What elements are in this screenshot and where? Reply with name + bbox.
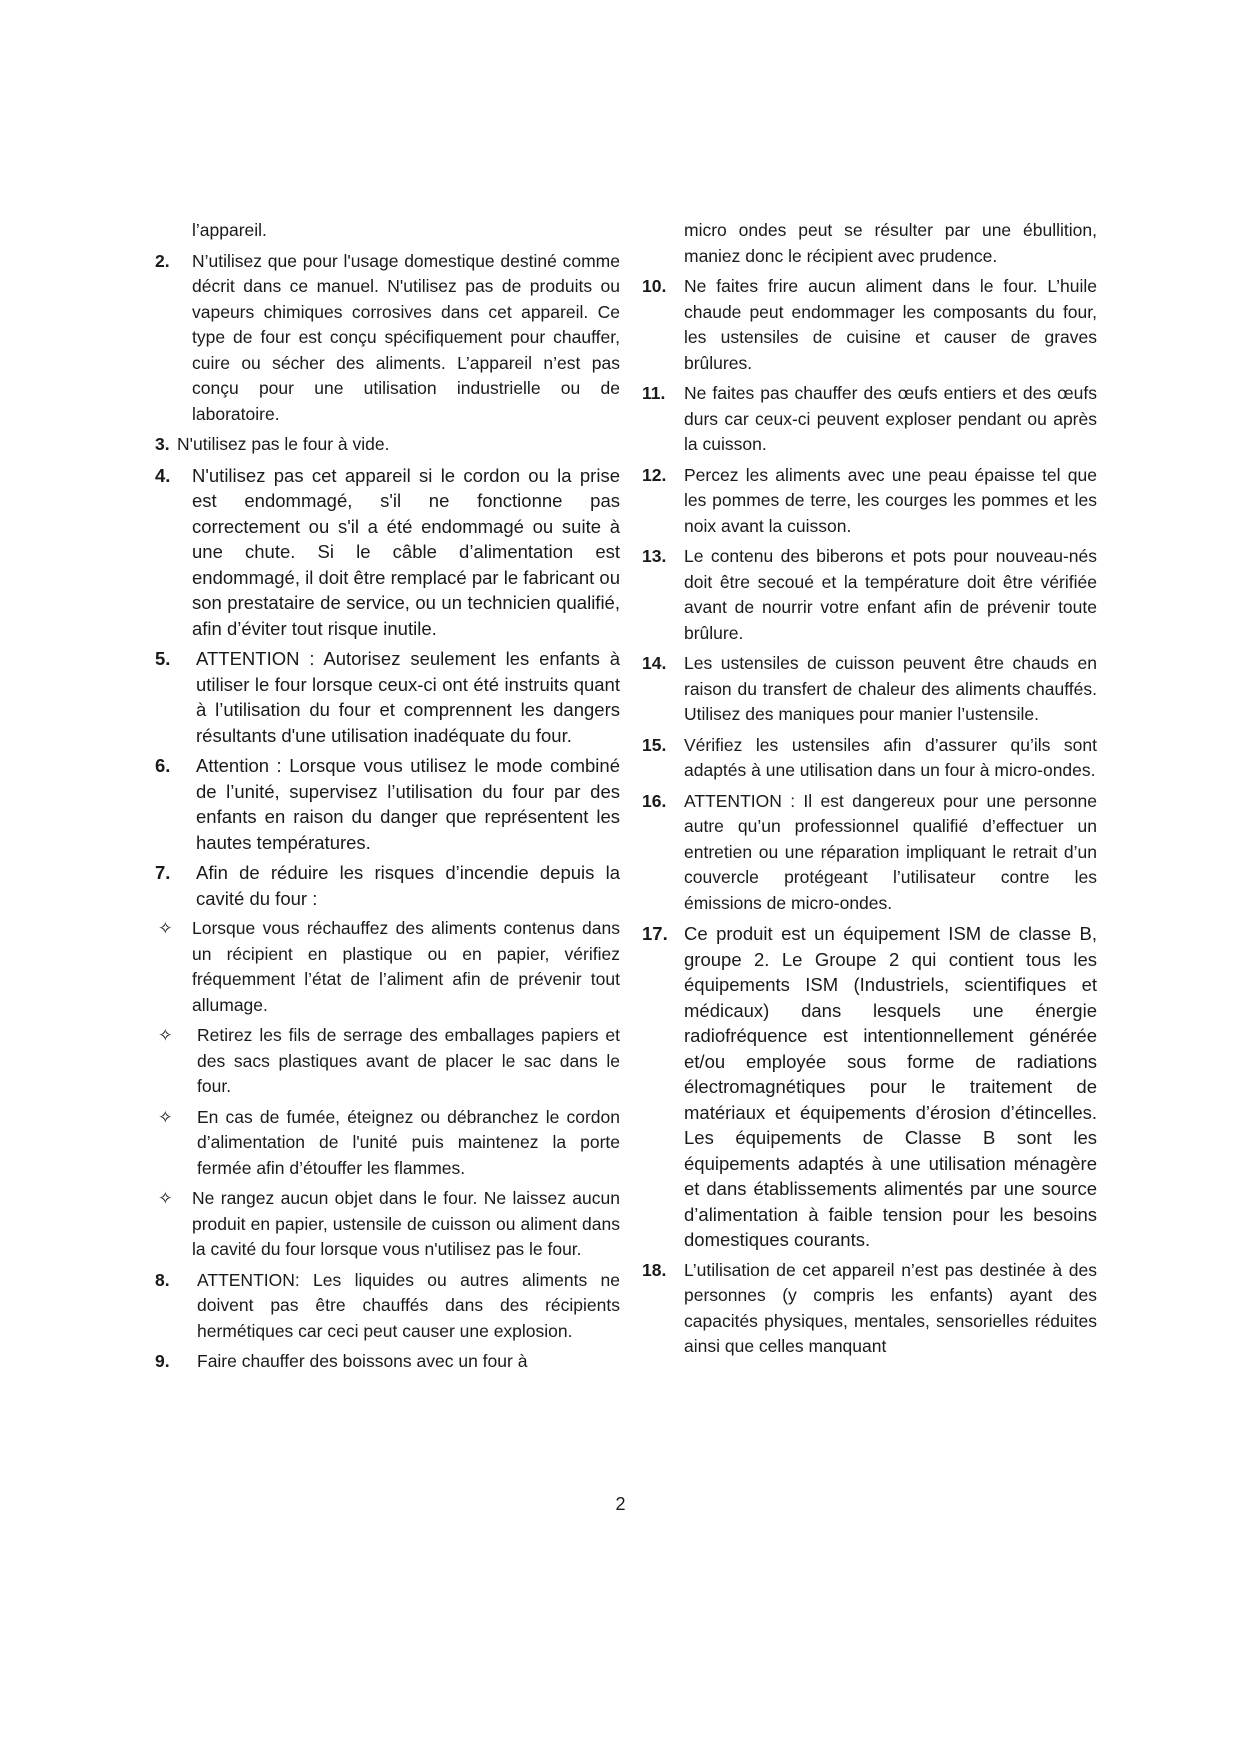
bullet-item-1: [155, 916, 620, 1018]
item-text: N'utilisez pas cet appareil si le cordon ou la prise est endommagé, s'il ne fonctionne pas correctement ou s'il a été endommagé ou suite à une chute. Si le câble d’alimentation est endommagé, il doit être remplacé par le fabricant ou son prestataire de service, ou un technicien qualifié, afin d’éviter tout risque inutile.: [192, 464, 620, 639]
item-text: ATTENTION : Autorisez seulement les enfants à utiliser le four lorsque ceux-ci ont été instruits quant à l’utilisation du four et comprennent les dangers résultants d'une utilisation inadéquate du four.: [196, 648, 620, 746]
item-number: 9.: [155, 1351, 170, 1371]
item-text: L’utilisation de cet appareil n’est pas destinée à des personnes (y compris les enfants) ayant des capacités physiques, mentales, sensorielles réduites ainsi que celles manquant: [684, 1259, 1097, 1356]
instruction-item-2: [155, 249, 620, 428]
instruction-item-18: [642, 1258, 1097, 1360]
item-text: Afin de réduire les risques d’incendie depuis la cavité du four :: [196, 862, 620, 909]
instruction-item-16: [642, 789, 1097, 917]
item-text: Faire chauffer des boissons avec un four à: [197, 1351, 528, 1371]
instruction-item-9: [155, 1349, 620, 1375]
instruction-item-14: [642, 651, 1097, 728]
item-text: Vérifiez les ustensiles afin d’assurer qu’ils sont adaptés à une utilisation dans un four à micro-ondes.: [684, 734, 1097, 780]
item-number: 14.: [642, 653, 667, 673]
item-number: 8.: [155, 1269, 170, 1290]
item-number: 18.: [642, 1259, 667, 1280]
page-number: 2: [615, 1494, 626, 1514]
item-text: Ce produit est un équipement ISM de classe B, groupe 2. Le Groupe 2 qui contient tous les équipements ISM (Industriels, scientifiques et médicaux) dans lesquels une énergie radiofréquence est intentionnellement générée et/ou employée sous forme de radiations électromagnétiques pour le traitement de matériaux et équipements d’érosion d’étincelles. Les équipements de Classe B sont les équipements adaptés à une utilisation ménagère et dans établissements alimentés par une source d’alimentation à faible tension pour les besoins domestiques courants.: [684, 923, 1097, 1250]
diamond-bullet-icon: ✧: [158, 1188, 173, 1208]
left-column: [155, 218, 620, 1375]
item-number: 10.: [642, 276, 667, 296]
item-text: N’utilisez que pour l'usage domestique destiné comme décrit dans ce manuel. N'utilisez pas de produits ou vapeurs chimiques corrosives dans cet appareil. Ce type de four est conçu spécifiquement pour chauffer, cuire ou sécher des aliments. L’appareil n’est pas conçu pour une utilisation industrielle ou de laboratoire.: [192, 250, 620, 424]
instruction-item-15: [642, 733, 1097, 784]
item-number: 3.: [155, 434, 170, 454]
bullet-text: En cas de fumée, éteignez ou débranchez le cordon d’alimentation de l'unité puis maintenez la porte fermée afin d’étouffer les flammes.: [197, 1106, 620, 1178]
bullet-text: Ne rangez aucun objet dans le four. Ne laissez aucun produit en papier, ustensile de cuisson ou aliment dans la cavité du four lorsque vous n'utilisez pas le four.: [192, 1188, 620, 1259]
item-number: 17.: [642, 923, 668, 944]
instruction-item-13: [642, 544, 1097, 646]
item-text: ATTENTION: Les liquides ou autres aliments ne doivent pas être chauffés dans des récipients hermétiques car ceci peut causer une explosion.: [197, 1269, 620, 1341]
bullet-text: Lorsque vous réchauffez des aliments contenus dans un récipient en plastique ou en papier, vérifiez fréquemment l’état de l’aliment afin de prévenir tout allumage.: [192, 918, 620, 1015]
item-number: 6.: [155, 755, 171, 776]
instruction-item-5: [155, 646, 620, 748]
diamond-bullet-icon: ✧: [158, 1106, 173, 1127]
diamond-bullet-icon: ✧: [158, 1025, 173, 1045]
item-number: 2.: [155, 250, 170, 271]
item-text: Attention : Lorsque vous utilisez le mode combiné de l’unité, supervisez l’utilisation du four par des enfants en raison du danger que représentent les hautes températures.: [196, 755, 620, 853]
continuation-text: [642, 218, 1097, 269]
continuation-text-body: micro ondes peut se résulter par une ébullition, maniez donc le récipient avec prudence.: [684, 220, 1097, 266]
instruction-item-7: [155, 860, 620, 911]
item-text: Le contenu des biberons et pots pour nouveau-nés doit être secoué et la température doit être vérifiée avant de nourrir votre enfant afin de prévenir toute brûlure.: [684, 546, 1097, 643]
item-text: Les ustensiles de cuisson peuvent être chauds en raison du transfert de chaleur des aliments chauffés. Utilisez des maniques pour manier l’ustensile.: [684, 653, 1097, 724]
item-text: Ne faites frire aucun aliment dans le four. L’huile chaude peut endommager les composants du four, les ustensiles de cuisine et causer de graves brûlures.: [684, 276, 1097, 373]
item-number: 12.: [642, 464, 667, 485]
right-column: [642, 218, 1097, 1360]
instruction-item-11: [642, 381, 1097, 458]
item-number: 11.: [642, 383, 666, 403]
item-number: 5.: [155, 648, 171, 669]
item-number: 7.: [155, 862, 171, 883]
bullet-item-4: [155, 1186, 620, 1263]
item-number: 15.: [642, 734, 667, 755]
bullet-item-3: [155, 1105, 620, 1182]
item-text: N'utilisez pas le four à vide.: [177, 434, 390, 454]
instruction-item-17: [642, 921, 1097, 1253]
instruction-item-12: [642, 463, 1097, 540]
bullet-item-2: [155, 1023, 620, 1100]
instruction-item-6: [155, 753, 620, 855]
item-text: Ne faites pas chauffer des œufs entiers et des œufs durs car ceux-ci peuvent exploser pendant ou après la cuisson.: [684, 383, 1097, 454]
continuation-text: [155, 218, 620, 244]
item-number: 4.: [155, 464, 171, 486]
diamond-bullet-icon: ✧: [158, 918, 173, 938]
bullet-text: Retirez les fils de serrage des emballages papiers et des sacs plastiques avant de placer le sac dans le four.: [197, 1025, 620, 1096]
instruction-item-10: [642, 274, 1097, 376]
instruction-item-4: [155, 463, 620, 642]
item-text: ATTENTION : Il est dangereux pour une personne autre qu’un professionnel qualifié d’effectuer un entretien ou une réparation impliquant le retrait d’un couvercle protégeant l’utilisateur contre les émissions de micro-ondes.: [684, 790, 1097, 913]
instruction-item-3: [155, 432, 620, 458]
continuation-text-body: l’appareil.: [192, 220, 267, 240]
instruction-item-8: [155, 1268, 620, 1345]
item-number: 13.: [642, 546, 667, 566]
item-number: 16.: [642, 790, 667, 811]
item-text: Percez les aliments avec une peau épaisse tel que les pommes de terre, les courges les pommes et les noix avant la cuisson.: [684, 464, 1097, 536]
